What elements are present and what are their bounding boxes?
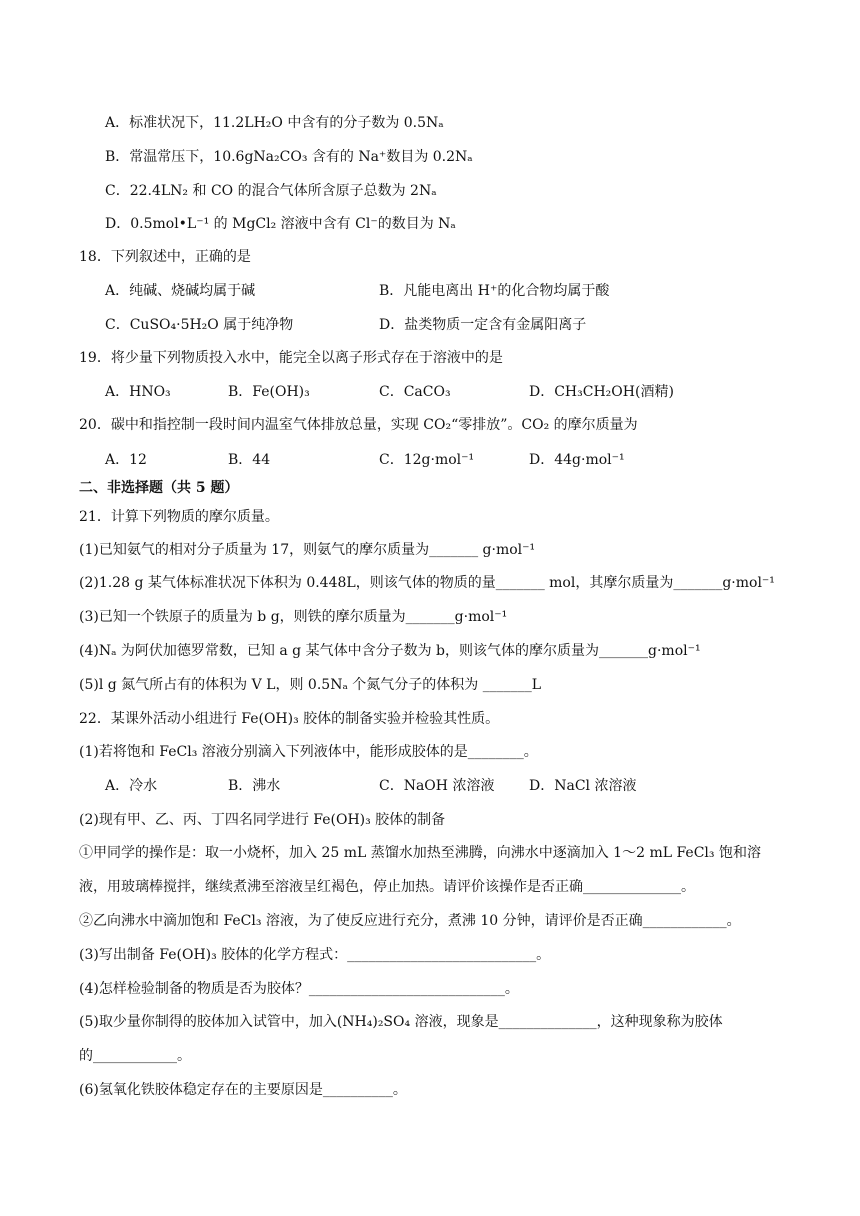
q22-part-2-a-line2: 液，用玻璃棒搅拌，继续煮沸至溶液呈红褐色，停止加热。请评价该操作是否正确______________。 [79, 879, 695, 895]
q19-option-c: C．CaCO₃ [379, 384, 451, 400]
q22-option-a: A．冷水 [105, 778, 158, 794]
q19-option-b: B．Fe(OH)₃ [228, 384, 310, 400]
q18-option-c: C．CuSO₄·5H₂O 属于纯净物 [105, 317, 294, 333]
q17-option-d: D．0.5mol•L⁻¹ 的 MgCl₂ 溶液中含有 Cl⁻的数目为 Nₐ [105, 216, 456, 232]
q17-option-c: C．22.4LN₂ 和 CO 的混合气体所含原子总数为 2Nₐ [105, 183, 437, 199]
q22-part-2: (2)现有甲、乙、丙、丁四名同学进行 Fe(OH)₃ 胶体的制备 [79, 812, 446, 828]
q21-part-1: (1)已知氨气的相对分子质量为 17，则氨气的摩尔质量为_______ g·mol⁻¹ [79, 542, 536, 558]
q22-option-d: D．NaCl 浓溶液 [529, 778, 637, 794]
q22-part-6: (6)氢氧化铁胶体稳定存在的主要原因是__________。 [79, 1082, 407, 1098]
q17-option-b: B．常温常压下，10.6gNa₂CO₃ 含有的 Na⁺数目为 0.2Nₐ [105, 149, 473, 165]
q18-option-a: A．纯碱、烧碱均属于碱 [105, 283, 256, 299]
q18-option-b: B．凡能电离出 H⁺的化合物均属于酸 [379, 283, 610, 299]
q22-part-3: (3)写出制备 Fe(OH)₃ 胶体的化学方程式：___________________________。 [79, 947, 551, 963]
q21-part-2: (2)1.28 g 某气体标准状况下体积为 0.448L，则该气体的物质的量_______ mol，其摩尔质量为_______g·mol⁻¹ [79, 575, 775, 591]
q22-part-2-b: ②乙向沸水中滴加饱和 FeCl₃ 溶液，为了使反应进行充分，煮沸 10 分钟，请评价是否正确____________。 [79, 913, 741, 929]
q19-stem: 19．将少量下列物质投入水中，能完全以离子形式存在于溶液中的是 [79, 350, 503, 366]
q18-stem: 18．下列叙述中，正确的是 [79, 249, 251, 265]
q20-option-b: B．44 [228, 452, 271, 468]
q22-part-5-line1: (5)取少量你制得的胶体加入试管中，加入(NH₄)₂SO₄ 溶液，现象是______________，这种现象称为胶体 [79, 1014, 723, 1030]
q20-option-d: D．44g·mol⁻¹ [529, 452, 625, 468]
q22-part-2-a-line1: ①甲同学的操作是：取一小烧杯，加入 25 mL 蒸馏水加热至沸腾，向沸水中逐滴加入 1～2 mL FeCl₃ 饱和溶 [79, 845, 761, 861]
q22-stem: 22．某课外活动小组进行 Fe(OH)₃ 胶体的制备实验并检验其性质。 [79, 711, 500, 727]
q20-option-a: A．12 [105, 452, 147, 468]
q22-option-c: C．NaOH 浓溶液 [379, 778, 495, 794]
q22-part-1: (1)若将饱和 FeCl₃ 溶液分别滴入下列液体中，能形成胶体的是________。 [79, 744, 538, 760]
section-heading: 二、非选择题（共 5 题） [79, 480, 239, 496]
q22-part-5-line2: 的____________。 [79, 1048, 191, 1064]
q18-option-d: D．盐类物质一定含有金属阳离子 [379, 317, 587, 333]
q17-option-a: A．标准状况下，11.2LH₂O 中含有的分子数为 0.5Nₐ [105, 115, 444, 131]
q21-part-4: (4)Nₐ 为阿伏加德罗常数，已知 a g 某气体中含分子数为 b，则该气体的摩尔质量为_______g·mol⁻¹ [79, 643, 701, 659]
q21-part-3: (3)已知一个铁原子的质量为 b g，则铁的摩尔质量为_______g·mol⁻¹ [79, 609, 508, 625]
q20-option-c: C．12g·mol⁻¹ [379, 452, 475, 468]
q22-part-4: (4)怎样检验制备的物质是否为胶体？____________________________。 [79, 981, 519, 997]
q20-stem: 20．碳中和指控制一段时间内温室气体排放总量，实现 CO₂“零排放”。CO₂ 的摩尔质量为 [79, 417, 638, 433]
q19-option-d: D．CH₃CH₂OH(酒精) [529, 384, 674, 400]
q19-option-a: A．HNO₃ [105, 384, 171, 400]
q21-part-5: (5)l g 氮气所占有的体积为 V L，则 0.5Nₐ 个氮气分子的体积为 _______L [79, 677, 542, 693]
q22-option-b: B．沸水 [228, 778, 281, 794]
q21-stem: 21．计算下列物质的摩尔质量。 [79, 509, 279, 525]
